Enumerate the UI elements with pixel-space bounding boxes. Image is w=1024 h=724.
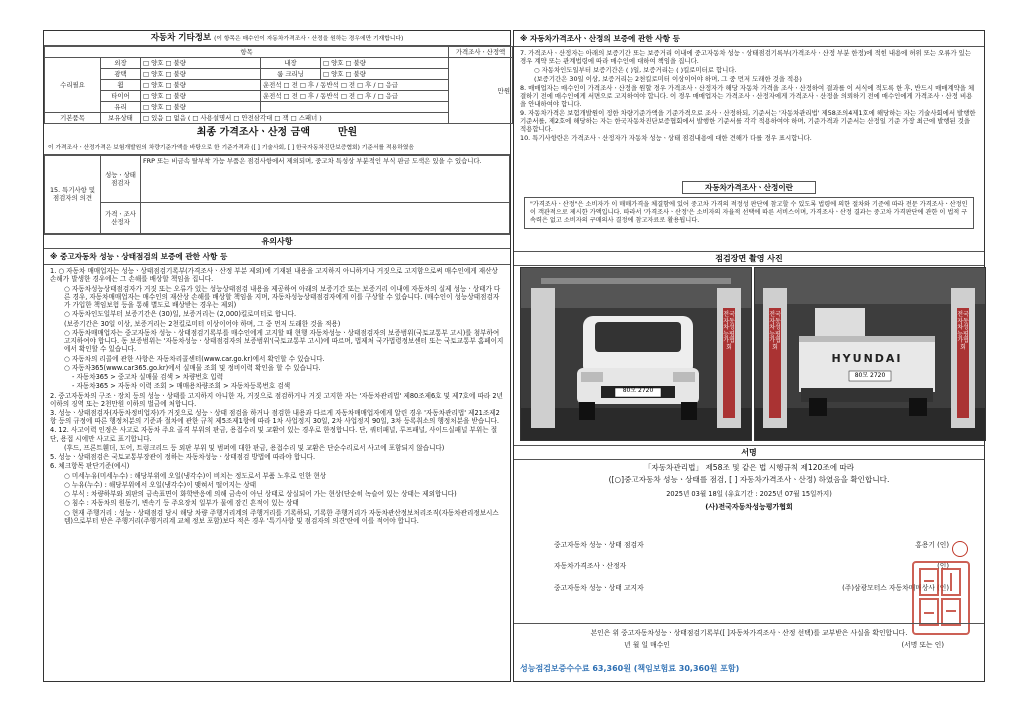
row-options[interactable]: □ 양호 □ 불량 [321,69,449,80]
notice-item: 3. 성능ㆍ상태점검자(자동차정비업자)가 거짓으로 성능ㆍ상태 점검을 하거나 점검한 내용과 다르게 자동차매매업자에게 알린 경우 '자동차관리법' 제21조제2항 등의 규정에 따른 행정처분의 기준과 절차에 관한 규칙 제5조제1항에 따라 1차 사업정지 30일, 2차 사업정지 90일, 3차 등록취소의 행정처분을 받습니다. [50,408,500,426]
row-options[interactable]: □ 양호 □ 불량 [321,58,449,69]
notice-item: ○ 누유(누수) : 해당부위에서 오일(냉각수)이 맺혀서 떨어지는 상태 [64,480,257,489]
pillar-text-rear-right: 전국자동차성능평가협회 [957,311,969,351]
row-options[interactable]: □ 양호 □ 불량 [141,69,261,80]
price-basis: 이 가격조사ㆍ산정가격은 보험개발원의 차량기준가액을 바탕으로 한 기준가격과 ([ ] 기술사회, [ ] 한국자동차진단보증협회) 기준서를 적용하였음 [44,143,510,155]
photo-rear [754,267,986,441]
received-box [514,623,984,650]
role-sign[interactable]: 홍용기 (인) [915,541,949,549]
role-row [554,562,949,570]
role-row [554,541,949,549]
row-label: 보유상태 [101,113,141,124]
other-info-note: (이 항목은 매수인이 자동차가격조사ㆍ산정을 원하는 경우에만 기재합니다) [214,36,404,42]
notice-item: ○ 미세누유(미세누수) : 해당부위에 오일(냉각수)이 비치는 정도로서 부품 노후로 인한 현상 [64,471,327,480]
left-panel [43,30,511,682]
col-item: 항목 [45,47,449,58]
price-def-box [514,181,984,232]
notice-subtitle: ※ 중고자동차 성능ㆍ상태점검의 보증에 관한 사항 등 [44,249,510,265]
photo-front [520,267,752,441]
right-panel [513,30,985,682]
notice-item: (보증기간은 30일 이상, 보증거리는 2천킬로미터 이상이어야 하며, 그 중 먼저 도래한 것을 적용) [64,319,341,328]
man-won: 만원 [449,58,513,124]
appraiser-label: 가격ㆍ조사 산정자 [101,202,141,233]
price-def-title: 자동차가격조사ㆍ산정이란 [682,181,816,194]
row-options[interactable]: 운전석 □ 전 □ 후 / 동반석 □ 전 □ 후 / □ 응급 [261,91,449,102]
notice-title: 유의사항 [44,234,510,249]
row-label: 룸 크리닝 [261,69,321,80]
empty-cell [261,102,449,113]
received-date: 년 월 일 매수인 [624,641,670,650]
sign-roles [554,541,949,592]
price-def-text: "가격조사ㆍ산정"은 소비자가 이 매매가격을 체결함에 있어 중고차 가격의 적정성 판단에 참고할 수 있도록 법령에 의한 절차와 기준에 따라 전문 가격조사ㆍ산정인이 객관적으로 제시한 가액입니다. 따라서 '가격조사ㆍ산정'은 소비자의 자율적 선택에 따른 서비스이며, 가격조사ㆍ산정 결과는 중고차 가격판단에 관한 이 법적 구속력은 없고 소비자의 구매의사 결정에 참고자료로 활용됩니다. [524,197,974,228]
row-options[interactable]: □ 양호 □ 불량 [141,102,261,113]
photos-title: 점검장면 촬영 사진 [514,251,984,266]
price-notice-list [514,47,984,142]
other-info-table [44,46,513,124]
row-options[interactable]: 운전석 □ 전 □ 후 / 동반석 □ 전 □ 후 / □ 응급 [261,80,449,91]
notice-item: ○ 자동차의 리콜에 관한 사항은 자동차리콜센터(www.car.go.kr)에서 확인할 수 있습니다. [64,354,325,363]
row-options[interactable]: □ 있음 □ 없음 ( □ 사용설명서 □ 안전삼각대 □ 잭 □ 스패너 ) [141,113,449,124]
price-item: ○ 자동차인도일부터 보증기간은 ( )일, 보증거리는 ( )킬로미터로 합니다. [534,66,737,75]
role-label: 자동차가격조사ㆍ산정자 [554,562,627,571]
row-label: 외장 [101,58,141,69]
notice-item: ○ 부식 : 차량하부와 외판의 금속표면이 화학반응에 의해 금속이 아닌 상태로 상실되어 가는 현상(단순히 녹슬어 있는 상태는 제외합니다) [64,490,457,499]
plate-front: 80모 2720 [622,387,654,394]
role-sign[interactable]: (인) [937,562,949,571]
sign-line1: 「자동차관리법」 제58조 및 같은 법 시행규칙 제120조에 따라 [643,463,855,472]
sign-org: (사)전국자동차성능평가협회 [705,503,793,512]
plate-rear: 80모 2720 [854,372,886,379]
notice-item: - 자동차365 > 자동차 이력 조회 > 매매용차량조회 > 자동차등록번호 검색 [72,382,291,391]
inspector-label: 성능ㆍ상태 점검자 [101,155,141,202]
notice-item: ○ 현재 주행거리 : 성능ㆍ상태점검 당시 해당 차량 주행거리계의 주행거리를 기록하되, 기록한 주행거리가 자동차관산정보처리조직(자동차관리정보시스템)으로부터 받은 주행거리(주행거리계 교체 정보 포함)보다 적은 경우 '특기사항 및 점검자의 의견'란에 이를 적어야 합니다. [64,508,499,525]
row-label: 타이어 [101,91,141,102]
notice-item: 4. 12. 사고이력 인정은 사고로 자동차 주요 골격 부위의 판금, 용접수리 및 교환이 있는 경우로 한정합니다. 단, 쿼터패널, 루프패널, 사이드실패널 부위는 절단, 용접 시에만 사고로 표기합니다. [50,426,498,443]
received-row [514,637,984,649]
notice-item: ○ 자동차성능상태점검자가 거짓 또는 오류가 있는 성능상태점검 내용을 제공하여 아래의 보증기간 또는 보증거리 이내에 자동차의 실제 성능ㆍ상태가 다른 경우, 자동차매매업자는 매수인의 재산상 손해를 배상할 책임을 지며, 자동차성능상태점검자에게 이를 구상할 수 있습니다. (매수인이 성능상태점검자가 가입한 책임보험 등을 통해 별도로 배상받는 경우는 제외) [64,284,501,310]
sign-body [514,463,984,512]
final-price-unit: 만원 [337,127,358,138]
basic-label: 기본품목 [45,113,101,124]
pillar-text-front: 전국자동차성능평가협회 [723,311,735,351]
col-price: 가격조사ㆍ산정액 [449,47,513,58]
notice-item: - 자동차365 > 중고차 실매물 검색 > 차량번호 입력 [72,373,224,382]
row-options[interactable]: □ 양호 □ 불량 [141,80,261,91]
price-item: 10. 특기사항란은 가격조사ㆍ산정자가 자동차 성능ㆍ상태 점검내용에 대한 견해가 다를 경우 표시합니다. [520,134,812,143]
other-info-title-text: 자동차 기타정보 [150,33,212,43]
final-price [44,124,510,143]
sign-date: 2025년 03월 18일 (유효기간 : 2025년 07월 15일까지) [666,489,832,498]
row-options[interactable]: □ 양호 □ 불량 [141,58,261,69]
notice-list [44,265,510,525]
notice-item: 1. ○ 자동차 매매업자는 성능ㆍ상태점검기록부(가격조사ㆍ산정 부분 제외)에 기재된 내용을 고지하지 아니하거나 거짓으로 고지함으로써 매수인에게 재산상 손해가 발생한 경우에는 그 손해를 배상할 책임을 집니다. [50,267,498,284]
pillar-text-rear-left: 전국자동차성능평가협회 [769,311,781,351]
special-table [44,155,510,234]
row-label: 내장 [261,58,321,69]
inspector-text[interactable]: FRP 또는 비금속 탈부착 가능 부품은 점검사항에서 제외되며, 중고차 특성상 부분적인 부식 판금 도색은 있을 수 있습니다. [141,155,510,202]
seal-icon-small [952,541,968,557]
special-label: 15. 특기사항 및 점검자의 의견 [45,155,101,233]
notice-item: ○ 자동차365(www.car365.go.kr)에서 실매물 조회 및 정비이력 확인을 할 수 있습니다. [64,363,321,372]
sign-line2: ([○]중고자동차 성능ㆍ상태를 점검, [ ] 자동차가격조사ㆍ산정) 하였음을 확인합니다. [608,475,890,485]
notice-item: 5. 성능ㆍ상태점검은 국토교통부장관이 정하는 자동차성능ㆍ상태점검 방법에 따라야 합니다. [50,453,316,462]
other-info-title [44,31,510,46]
final-price-label: 최종 가격조사ㆍ산정 금액 [196,127,311,138]
price-item: 9. 자동차가격은 보험개발원이 정한 차량기준가액을 기준가격으로 조사ㆍ산정하되, 기준서는 '자동차관리법' 제58조의4제1호에 해당하는 자는 기술사회에서 발행한 기준서를, 제2호에 해당하는 자는 한국자동차진단보증협회에서 발행한 기준서를 각각 적용하여야 하며, 기준가격과 기준서는 산정일 기준 가장 최근에 발행된 것을 적용합니다. [520,109,976,134]
notice-item: (후드, 프론트휀더, 도어, 트렁크리드 등 외판 부위 및 범퍼에 대한 판금, 용접수리 및 교환은 단순수리로서 사고에 포함되지 않습니다) [64,443,445,452]
row-label: 광택 [101,69,141,80]
sign-title: 서명 [514,445,984,460]
row-label: 휠 [101,80,141,91]
row-label: 유리 [101,102,141,113]
price-item: 7. 가격조사ㆍ산정자는 아래의 보증기간 또는 보증거리 이내에 중고자동차 성능ㆍ상태점검기록부(가격조사ㆍ산정 부분 한정)에 적힌 내용에 허위 또는 오류가 있는 경우 계약 또는 관계법령에 따라 매수인에 대하여 책임을 집니다. [520,49,972,66]
row-options[interactable]: □ 양호 □ 불량 [141,91,261,102]
notice-item: 2. 중고자동차의 구조ㆍ장치 등의 성능ㆍ상태를 고지하지 아니한 자, 거짓으로 점검하거나 거짓 고지한 자는 '자동차관리법' 제80조제6호 및 제7호에 따라 2년 이하의 징역 또는 2천만원 이하의 벌금에 처합니다. [50,391,503,408]
role-row [554,584,949,592]
brand-text: HYUNDAI [831,352,903,365]
repair-label: 수리필요 [45,58,101,113]
fee-text: 성능점검보증수수료 63,360원 (책임보험료 30,360원 포함) [520,664,740,673]
notice-item: ○ 자동차인도일부터 보증기간은 (30)일, 보증거리는 (2,000)킬로미터로 합니다. [64,310,297,319]
price-item: (보증기간은 30일 이상, 보증거리는 2천킬로미터 이상이어야 하며, 그 중 먼저 도래한 것을 적용) [534,75,802,84]
appraiser-text[interactable] [141,202,510,233]
role-label: 중고자동차 성능ㆍ상태 고지자 [554,583,644,592]
role-sign[interactable]: (주)삼광모터스 자동차매매상사 (인) [842,583,949,592]
received-text: 본인은 위 중고자동차성능ㆍ상태점검기록부([ ]자동차가격조사ㆍ산정 선택)를 교부받은 사실을 확인합니다. [590,629,908,637]
notice-item: ○ 자동차매매업자는 중고자동차 성능ㆍ상태점검기록부를 매수인에게 고지할 때 현행 자동차성능ㆍ상태점검자의 보증범위(국토교통부 고시)를 첨부하여 고지하여야 합니다. 동 보증범위는 '자동차성능ㆍ상태점검자의 보증범위'(국토교통부 고시)에 따르며, 법제처 국가법령정보센터 또는 국토교통부 홈페이지에서 확인할 수 있습니다. [64,328,504,354]
notice-item: ○ 침수 : 자동차의 원동기, 변속기 등 주요장치 일부가 물에 잠긴 흔적이 있는 상태 [64,499,299,508]
notice-item: 6. 체크항목 판단기준(예시) [50,462,130,471]
price-notice-title: ※ 자동차가격조사ㆍ산정의 보증에 관한 사항 등 [514,31,984,47]
received-sig[interactable]: (서명 또는 인) [901,641,944,650]
photo-front-image [521,268,751,440]
role-label: 중고자동차 성능ㆍ상태 점검자 [554,541,644,549]
price-item: 8. 매매업자는 매수인이 가격조사ㆍ산정을 원할 경우 가격조사ㆍ산정자가 해당 자동차 가격을 조사ㆍ산정하여 결과를 이 서식에 적도록 한 후, 반드시 매매계약을 체결하기 전에 매수인에게 서면으로 고지하여야 합니다. 이 경우 매매업자는 가격조사ㆍ산정자에게 가격조사ㆍ산정을 의뢰하기 전에 매수인에게 가격조사ㆍ산정 비용을 안내하여야 합니다. [520,84,975,109]
